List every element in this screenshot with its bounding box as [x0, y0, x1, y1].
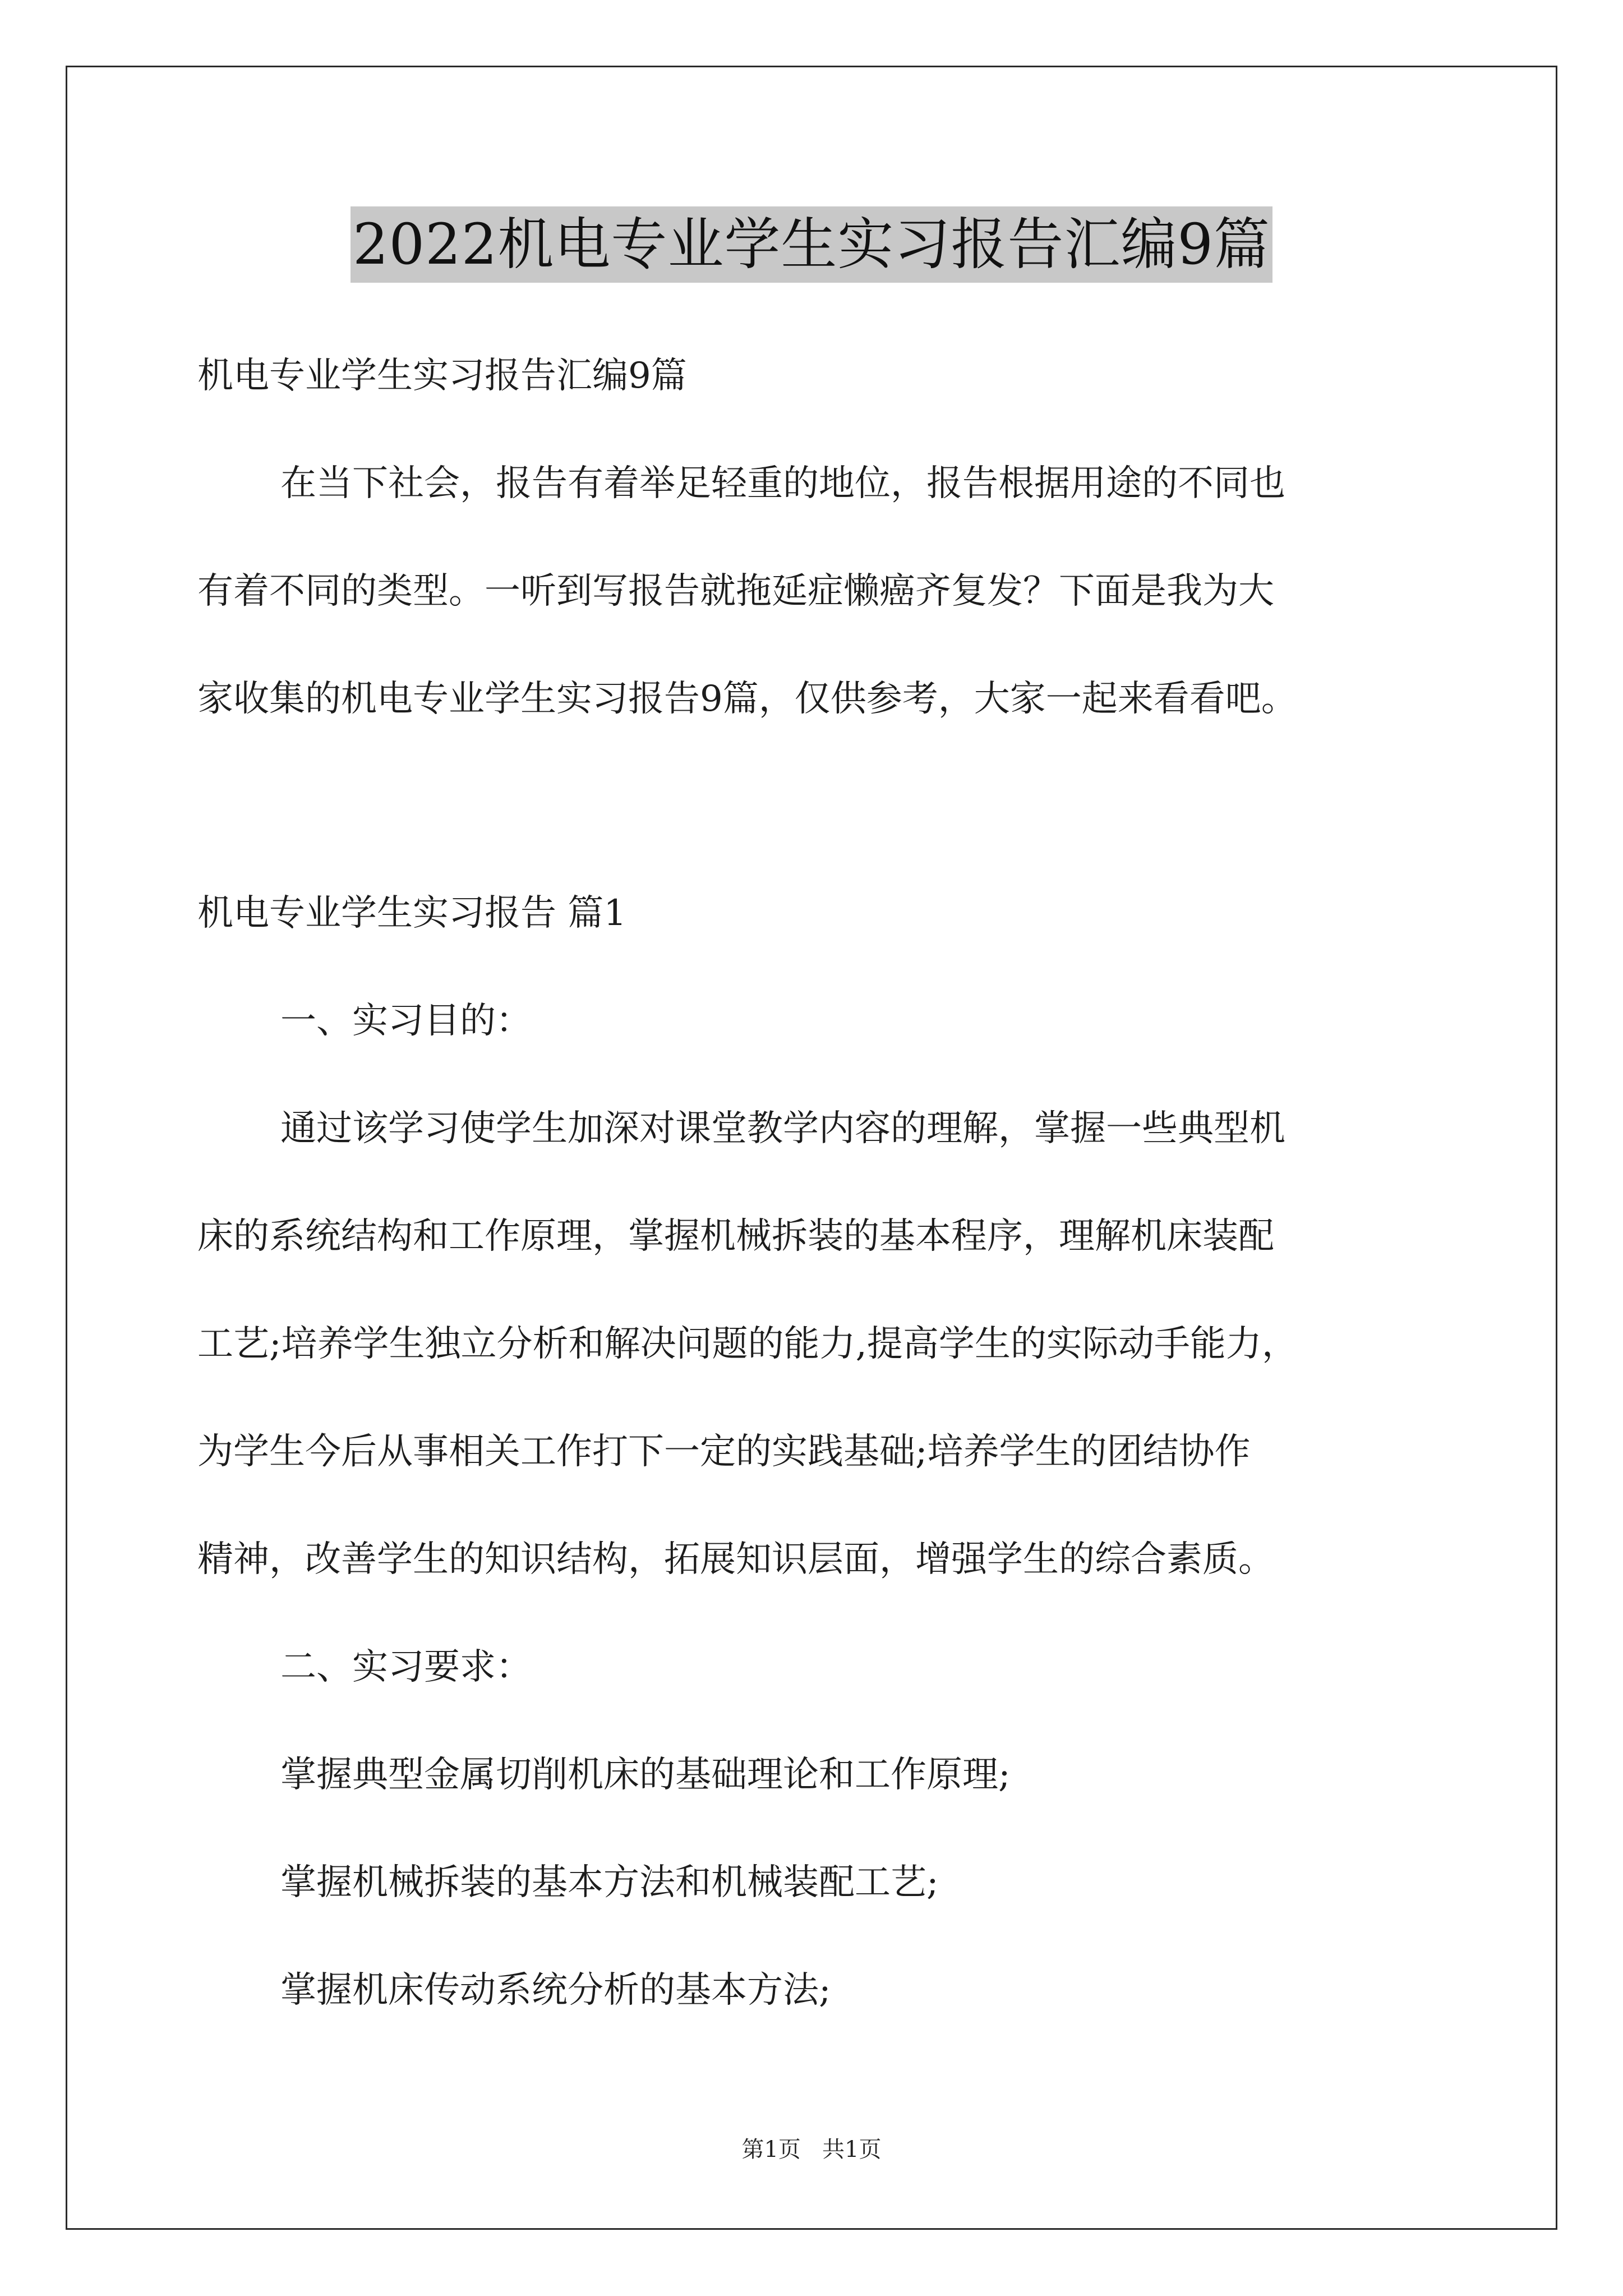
purpose-heading: 一、实习目的： — [280, 1000, 532, 1042]
purpose-line-5: 精神，改善学生的知识结构，拓展知识层面，增强学生的综合素质。 — [197, 1539, 1274, 1580]
requirement-item-2: 掌握机械拆装的基本方法和机械装配工艺; — [280, 1862, 939, 1903]
purpose-line-2: 床的系统结构和工作原理，掌握机械拆装的基本程序，理解机床装配 — [197, 1216, 1274, 1257]
document-title: 2022机电专业学生实习报告汇编9篇 — [351, 206, 1272, 283]
requirement-item-1: 掌握典型金属切削机床的基础理论和工作原理; — [280, 1754, 1011, 1796]
title-container — [0, 206, 1623, 283]
intro-line-2: 有着不同的类型。一听到写报告就拖延症懒癌齐复发？下面是我为大 — [197, 570, 1274, 612]
intro-line-1: 在当下社会，报告有着举足轻重的地位，报告根据用途的不同也 — [280, 463, 1285, 504]
purpose-line-4: 为学生今后从事相关工作打下一定的实践基础;培养学生的团结协作 — [197, 1431, 1251, 1473]
intro-line-3: 家收集的机电专业学生实习报告9篇，仅供参考，大家一起来看看吧。 — [197, 678, 1297, 720]
page-footer: 第1页 共1页 — [741, 2137, 882, 2162]
section-heading: 机电专业学生实习报告 篇1 — [197, 892, 627, 934]
document-subtitle: 机电专业学生实习报告汇编9篇 — [197, 355, 687, 397]
requirement-item-3: 掌握机床传动系统分析的基本方法; — [280, 1970, 831, 2011]
purpose-line-1: 通过该学习使学生加深对课堂教学内容的理解，掌握一些典型机 — [280, 1108, 1285, 1149]
purpose-line-3: 工艺;培养学生独立分析和解决问题的能力,提高学生的实际动手能力， — [197, 1323, 1298, 1365]
requirements-heading: 二、实习要求： — [280, 1646, 532, 1688]
